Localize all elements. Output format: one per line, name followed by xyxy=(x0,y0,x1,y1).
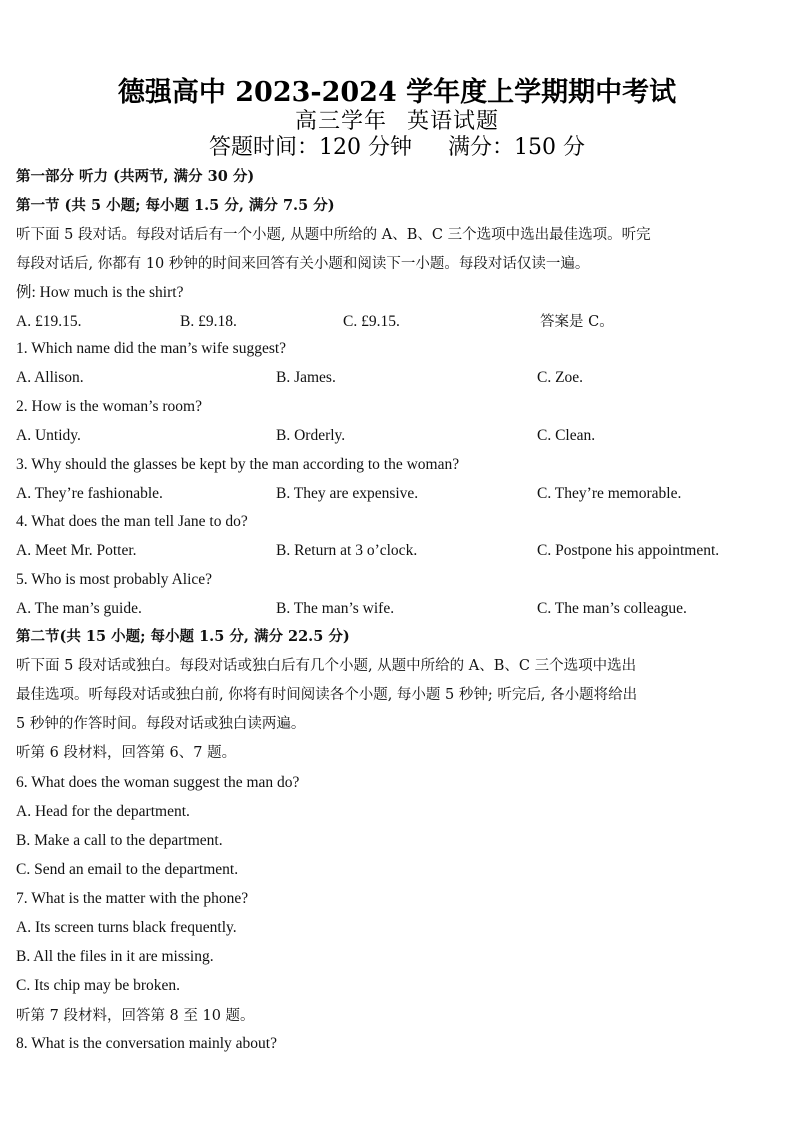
option-c: C. Send an email to the department. xyxy=(16,861,239,878)
option-b: B. Return at 3 o’clock. xyxy=(276,542,418,559)
question-7: 7. What is the matter with the phone? xyxy=(16,890,249,907)
question-3-options xyxy=(16,484,776,504)
part-heading: 第一部分 听力 (共两节, 满分 30 分) xyxy=(16,168,255,185)
instructions-line: 最佳选项。听每段对话或独白前, 你将有时间阅读各个小题, 每小题 5 秒钟; 听完后, 各小题将给出 xyxy=(16,687,638,703)
time-label: 答题时间：120 分钟 xyxy=(209,135,412,160)
option-c: C. The man’s colleague. xyxy=(537,600,687,617)
instructions-line: 5 秒钟的作答时间。每段对话或独白读两遍。 xyxy=(16,716,306,732)
question-1-options xyxy=(16,368,776,388)
option-c: C. They’re memorable. xyxy=(537,485,682,502)
option-b: B. Orderly. xyxy=(276,427,346,444)
option-a: A. Allison. xyxy=(16,369,84,386)
grade-label: 高三学年 xyxy=(294,109,387,134)
question-1: 1. Which name did the man’s wife suggest? xyxy=(16,340,287,357)
option-a: A. Head for the department. xyxy=(16,803,190,820)
option-a: A. They’re fashionable. xyxy=(16,485,163,502)
question-5-options xyxy=(16,599,776,619)
option-c: C. Postpone his appointment. xyxy=(537,542,720,559)
exam-title: 德强高中 2023-2024 学年度上学期期中考试 xyxy=(117,77,677,108)
example-answer: 答案是 C。 xyxy=(540,314,614,330)
option-a: A. £19.15. xyxy=(16,313,82,330)
option-c: C. Zoe. xyxy=(537,369,584,386)
subject-label: 英语试题 xyxy=(407,109,500,134)
option-b: B. James. xyxy=(276,369,336,386)
question-5: 5. Who is most probably Alice? xyxy=(16,571,213,588)
question-4-options xyxy=(16,541,776,561)
instructions-line: 听下面 5 段对话。每段对话后有一个小题, 从题中所给的 A、B、C 三个选项中选出最佳选项。听完 xyxy=(16,227,651,243)
instructions-line: 听下面 5 段对话或独白。每段对话或独白后有几个小题, 从题中所给的 A、B、C 三个选项中选出 xyxy=(16,658,637,674)
option-a: A. Untidy. xyxy=(16,427,81,444)
option-b: B. The man’s wife. xyxy=(276,600,395,617)
section2-heading: 第二节(共 15 小题; 每小题 1.5 分, 满分 22.5 分) xyxy=(16,628,350,645)
question-8: 8. What is the conversation mainly about? xyxy=(16,1035,277,1052)
exam-meta xyxy=(0,130,794,161)
section1-heading: 第一节 (共 5 小题; 每小题 1.5 分, 满分 7.5 分) xyxy=(16,197,335,214)
question-4: 4. What does the man tell Jane to do? xyxy=(16,513,248,530)
question-2: 2. How is the woman’s room? xyxy=(16,398,202,415)
question-2-options xyxy=(16,426,776,446)
score-label: 满分：150 分 xyxy=(448,135,585,160)
material-note: 听第 6 段材料，回答第 6、7 题。 xyxy=(16,745,237,761)
option-a: A. Meet Mr. Potter. xyxy=(16,542,137,559)
option-c: C. £9.15. xyxy=(343,313,400,330)
option-c: C. Clean. xyxy=(537,427,596,444)
option-b: B. £9.18. xyxy=(180,313,237,330)
example-options xyxy=(16,312,776,332)
question-3: 3. Why should the glasses be kept by the man according to the woman? xyxy=(16,456,460,473)
option-b: B. They are expensive. xyxy=(276,485,419,502)
option-b: B. Make a call to the department. xyxy=(16,832,223,849)
example-question: 例: How much is the shirt? xyxy=(16,284,184,301)
material-note: 听第 7 段材料，回答第 8 至 10 题。 xyxy=(16,1008,255,1024)
option-c: C. Its chip may be broken. xyxy=(16,977,181,994)
question-6: 6. What does the woman suggest the man do? xyxy=(16,774,300,791)
option-a: A. Its screen turns black frequently. xyxy=(16,919,237,936)
option-a: A. The man’s guide. xyxy=(16,600,142,617)
instructions-line: 每段对话后, 你都有 10 秒钟的时间来回答有关小题和阅读下一小题。每段对话仅读一遍。 xyxy=(16,256,590,272)
option-b: B. All the files in it are missing. xyxy=(16,948,214,965)
